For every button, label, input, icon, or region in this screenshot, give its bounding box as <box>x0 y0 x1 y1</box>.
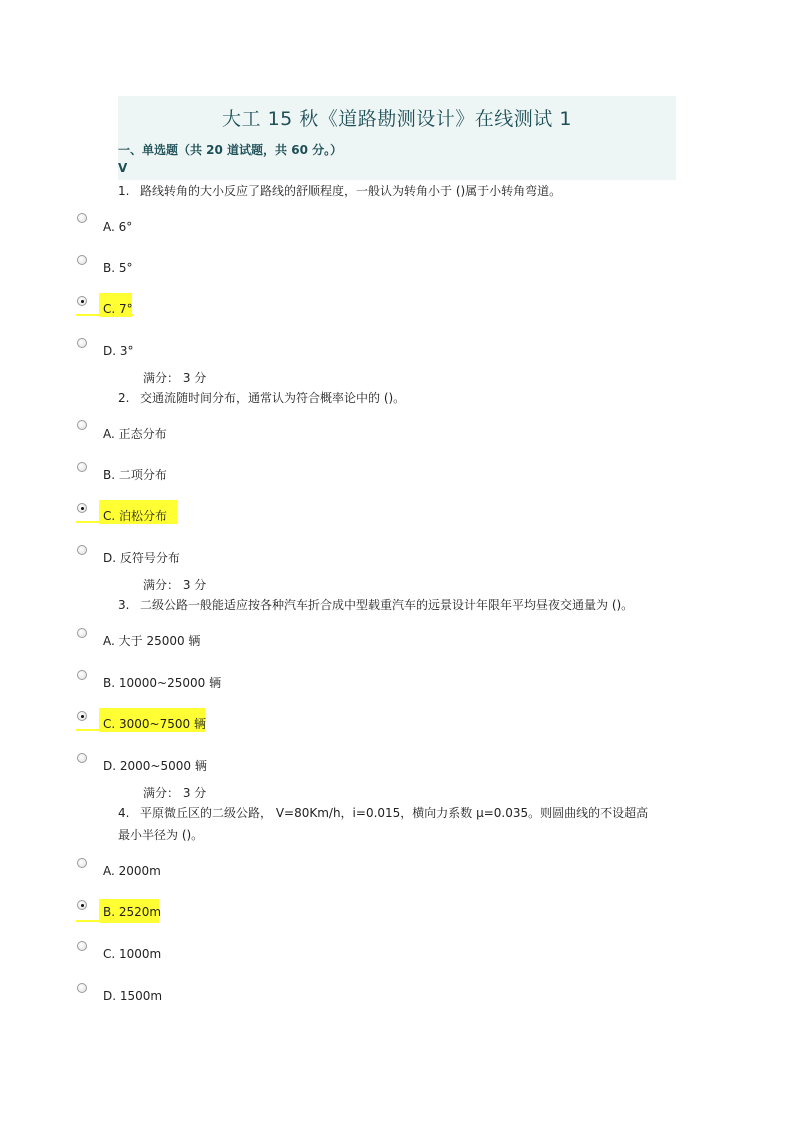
section-mark: V <box>118 161 128 175</box>
question-1-option-d: D. 3° <box>103 344 134 358</box>
question-2-option-b: B. 二项分布 <box>103 468 167 482</box>
question-4-option-b-radio-checked[interactable] <box>77 900 87 910</box>
question-2-score: 满分： 3 分 <box>143 578 207 592</box>
question-2-option-d-radio[interactable] <box>77 545 87 555</box>
question-3-option-c: C. 3000~7500 辆 <box>103 717 206 731</box>
question-4-option-b: B. 2520m <box>103 905 162 919</box>
question-2-option-a-radio[interactable] <box>77 420 87 430</box>
question-4-option-d: D. 1500m <box>103 989 163 1003</box>
question-1-option-b: B. 5° <box>103 261 133 275</box>
question-3-option-b-radio[interactable] <box>77 670 87 680</box>
question-stem: 交通流随时间分布，通常认为符合概率论中的 ()。 <box>140 391 406 405</box>
question-4-option-c-radio[interactable] <box>77 941 87 951</box>
question-3-option-d: D. 2000~5000 辆 <box>103 759 207 773</box>
question-stem: 平原微丘区的二级公路， V=80Km/h，i=0.015，横向力系数 μ=0.035。则圆曲线的不设超高 <box>140 806 649 820</box>
question-number: 2. <box>118 391 130 405</box>
section-heading: 一、单选题（共 20 道试题，共 60 分。） <box>118 143 343 157</box>
question-1-option-c: C. 7° <box>103 302 133 316</box>
question-3-text <box>118 594 633 616</box>
question-2-option-b-radio[interactable] <box>77 462 87 472</box>
question-4-text-continued: 最小半径为 ()。 <box>118 828 204 842</box>
question-2-option-c-radio-checked[interactable] <box>77 503 87 513</box>
question-4-option-a-radio[interactable] <box>77 858 87 868</box>
question-3-option-a-radio[interactable] <box>77 628 87 638</box>
question-1-option-a-radio[interactable] <box>77 213 87 223</box>
question-4-option-d-radio[interactable] <box>77 983 87 993</box>
question-3-option-b: B. 10000~25000 辆 <box>103 676 222 690</box>
question-number: 4. <box>118 806 130 820</box>
question-stem: 路线转角的大小反应了路线的舒顺程度，一般认为转角小于 ()属于小转角弯道。 <box>140 184 562 198</box>
page-title: 大工 15 秋《道路勘测设计》在线测试 1 <box>222 108 572 130</box>
question-2-option-a: A. 正态分布 <box>103 427 167 441</box>
question-3-option-d-radio[interactable] <box>77 753 87 763</box>
question-2-option-c: C. 泊松分布 <box>103 509 168 523</box>
question-1-text <box>118 180 561 202</box>
question-1-option-a: A. 6° <box>103 220 133 234</box>
question-3-option-a: A. 大于 25000 辆 <box>103 634 201 648</box>
question-number: 1. <box>118 184 130 198</box>
question-1-option-d-radio[interactable] <box>77 338 87 348</box>
question-2-option-d: D. 反符号分布 <box>103 551 180 565</box>
question-3-score: 满分： 3 分 <box>143 786 207 800</box>
question-4-text <box>118 802 648 824</box>
question-stem: 二级公路一般能适应按各种汽车折合成中型载重汽车的远景设计年限年平均昼夜交通量为 ()。 <box>140 598 634 612</box>
question-3-option-c-radio-checked[interactable] <box>77 711 87 721</box>
question-1-option-c-radio-checked[interactable] <box>77 296 87 306</box>
question-4-option-c: C. 1000m <box>103 947 162 961</box>
question-1-option-b-radio[interactable] <box>77 255 87 265</box>
question-4-option-a: A. 2000m <box>103 864 161 878</box>
question-number: 3. <box>118 598 130 612</box>
question-2-text <box>118 387 405 409</box>
selected-underline <box>76 920 159 922</box>
question-1-score: 满分： 3 分 <box>143 371 207 385</box>
